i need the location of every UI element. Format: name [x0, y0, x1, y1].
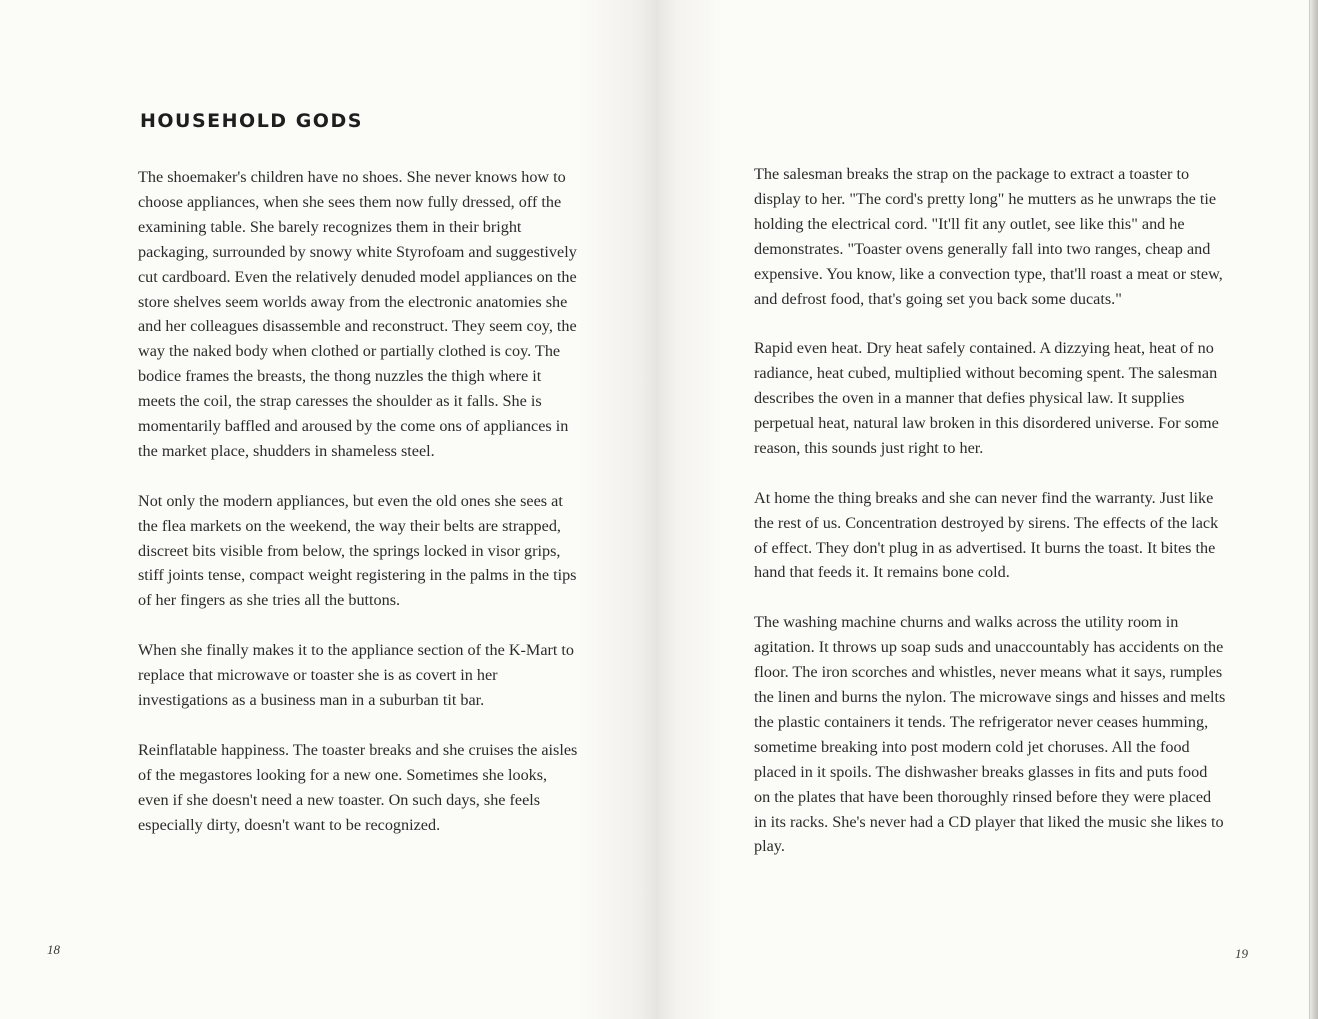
page-number: 18 [47, 942, 60, 957]
paragraph: When she finally makes it to the appliance section of the K-Mart to replace that microwave or toaster she is as covert in her investigations as a business man in a suburban tit bar. [138, 641, 575, 709]
page-number: 19 [1235, 946, 1248, 961]
left-page [0, 0, 658, 1019]
right-page-body [754, 162, 1226, 884]
left-page-body [138, 165, 578, 862]
book-edge [1310, 0, 1318, 1019]
paragraph: The shoemaker's children have no shoes. She never knows how to choose appliances, when she sees them now fully dressed, off the examining table. She barely recognizes them in their bright packaging, surrounded by snowy white Styrofoam and suggestively cut cardboard. Even the relatively denuded model appliances on the store shelves seem worlds away from the electronic anatomies she and her colleagues disassemble and reconstruct. They seem coy, the way the naked body when clothed or partially clothed is coy. The bodice frames the breasts, the thong nuzzles the thigh where it meets the coil, the strap caresses the shoulder as it falls. She is momentarily baffled and aroused by the come ons of appliances in the market place, shudders in shameless steel. [138, 168, 577, 460]
paragraph: The washing machine churns and walks across the utility room in agitation. It throws up soap suds and unaccountably has accidents on the floor. The iron scorches and whistles, never means what it says, rumples the linen and burns the nylon. The microwave sings and hisses and melts the plastic containers it tends. The refrigerator never ceases humming, sometime breaking into post modern cold jet choruses. All the food placed in it spoils. The dishwasher breaks glasses in fits and puts food on the plates that have been thoroughly rinsed before they were placed in its racks. She's never had a CD player that liked the music she likes to play. [754, 613, 1226, 856]
chapter-heading: HOUSEHOLD GODS [140, 110, 363, 132]
paragraph: Rapid even heat. Dry heat safely contained. A dizzying heat, heat of no radiance, heat cubed, multiplied without becoming spent. The salesman describes the oven in a manner that defies physical law. It supplies perpetual heat, natural law broken in this disordered universe. For some reason, this sounds just right to her. [754, 339, 1219, 457]
right-page [658, 0, 1310, 1019]
paragraph: At home the thing breaks and she can never find the warranty. Just like the rest of us. Concentration destroyed by sirens. The effects of the lack of effect. They don't plug in as advertised. It burns the toast. It bites the hand that feeds it. It remains bone cold. [754, 488, 1219, 582]
paragraph: Reinflatable happiness. The toaster breaks and she cruises the aisles of the megastores looking for a new one. Sometimes she looks, even if she doesn't need a new toaster. On such days, she feels especially dirty, doesn't want to be recognized. [138, 740, 578, 834]
paragraph: Not only the modern appliances, but even the old ones she sees at the flea markets on the weekend, the way their belts are strapped, discreet bits visible from below, the springs locked in visor grips, stiff joints tense, compact weight registering in the palms in the tips of her fingers as she tries all the buttons. [138, 491, 577, 610]
paragraph: The salesman breaks the strap on the package to extract a toaster to display to her. "The cord's pretty long" he mutters as he unwraps the tie holding the electrical cord. "It'll fit any outlet, see like this" and he demonstrates. "Toaster ovens generally fall into two ranges, cheap and expensive. You know, like a convection type, that'll roast a meat or stew, and defrost food, that's going set you back some ducats." [754, 165, 1223, 308]
